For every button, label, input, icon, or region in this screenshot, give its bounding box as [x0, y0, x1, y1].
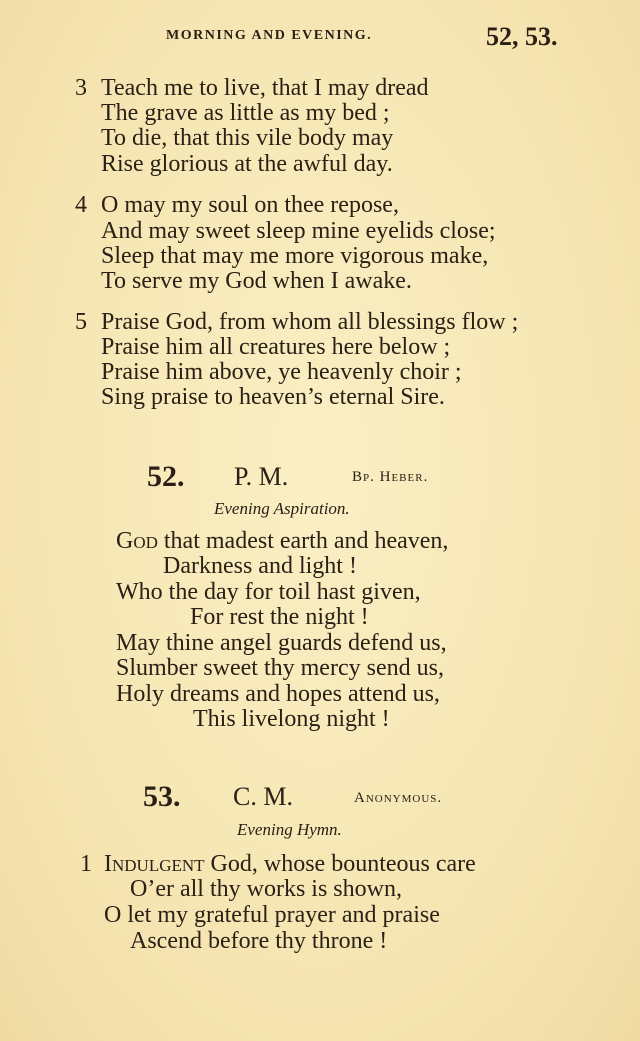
verse-line: Praise him all creatures here below ;	[101, 334, 451, 360]
verse-line: Praise him above, ye heavenly choir ;	[101, 359, 462, 385]
stanza-number: 3	[75, 75, 87, 101]
hymn-subtitle: Evening Hymn.	[237, 820, 342, 839]
running-header: MORNING AND EVENING.	[166, 28, 373, 43]
verse-line: This livelong night !	[193, 706, 390, 732]
first-word: Indulgent	[104, 851, 205, 877]
verse-line: To serve my God when I awake.	[101, 268, 412, 294]
stanza-number: 4	[75, 192, 87, 218]
verse-line: Who the day for toil hast given,	[116, 579, 421, 605]
hymn-number: 53.	[143, 780, 181, 813]
verse-line	[116, 528, 448, 554]
verse-line: May thine angel guards defend us,	[116, 630, 447, 656]
verse-line: Sleep that may me more vigorous make,	[101, 243, 489, 269]
verse-line: Ascend before thy throne !	[130, 928, 388, 954]
verse-line: O let my grateful prayer and praise	[104, 902, 440, 928]
verse-text: that madest earth and heaven,	[157, 528, 449, 554]
hymn-number: 52.	[147, 460, 185, 493]
verse-line: For rest the night !	[190, 604, 369, 630]
verse-line: Holy dreams and hopes attend us,	[116, 681, 440, 707]
stanza-number: 5	[75, 309, 87, 335]
stanza-number: 1	[80, 851, 92, 877]
verse-line	[104, 851, 476, 877]
verse-line: Rise glorious at the awful day.	[101, 151, 393, 177]
verse-text: God, whose bounteous care	[204, 851, 476, 877]
verse-line: Darkness and light !	[163, 553, 357, 579]
verse-line: Teach me to live, that I may dread	[101, 75, 429, 101]
hymn-meter: C. M.	[233, 782, 293, 811]
verse-line: Praise God, from whom all blessings flow ;	[101, 309, 519, 335]
hymn-author: Anonymous.	[354, 790, 443, 806]
verse-line: Slumber sweet thy mercy send us,	[116, 655, 444, 681]
verse-line: O may my soul on thee repose,	[101, 192, 399, 218]
verse-line: To die, that this vile body may	[101, 125, 394, 151]
verse-line: And may sweet sleep mine eyelids close;	[101, 218, 496, 244]
verse-line: O’er all thy works is shown,	[130, 876, 402, 902]
page-numbers: 52, 53.	[486, 22, 558, 51]
verse-line: Sing praise to heaven’s eternal Sire.	[101, 384, 445, 410]
first-word: God	[116, 528, 158, 554]
verse-line: The grave as little as my bed ;	[101, 100, 390, 126]
hymn-subtitle: Evening Aspiration.	[214, 499, 350, 518]
hymn-meter: P. M.	[234, 462, 289, 491]
hymn-author: Bp. Heber.	[352, 469, 429, 485]
